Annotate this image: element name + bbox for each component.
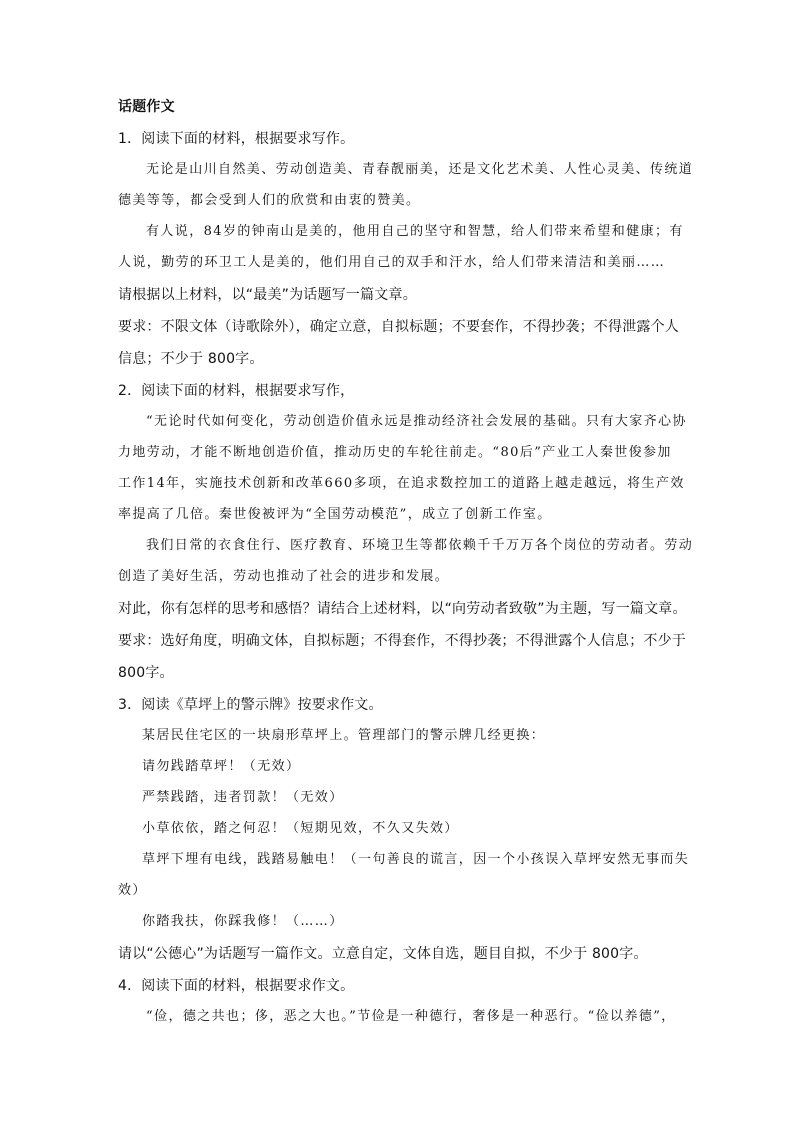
q4-prompt: 4．阅读下面的材料，根据要求作文。 (118, 978, 355, 994)
q3-material-line: 请勿践踏草坪！（无效） (142, 759, 301, 774)
q2-material-line: 创造了美好生活，劳动也推动了社会的进步和发展。 (118, 569, 450, 584)
q1-prompt: 1．阅读下面的材料，根据要求写作。 (118, 131, 355, 147)
q2-material-line: 工作14年，实施技术创新和改革660多项，在追求数控加工的道路上越走越远，将生产效 (118, 476, 685, 491)
q1-requirement: 要求：不限文体（诗歌除外），确定立意，自拟标题；不要套作，不得抄袭；不得泄露个人 (118, 319, 679, 335)
q3-material-line: 小草依依，踏之何忍！（短期见效，不久又失效） (142, 821, 459, 836)
q2-material-line: 我们日常的衣食住行、医疗教育、环境卫生等都依赖千千万万各个岗位的劳动者。劳动 (146, 538, 694, 553)
q3-prompt: 3．阅读《草坪上的警示牌》按要求作文。 (118, 697, 383, 713)
q3-task: 请以“公德心”为话题写一篇作文。立意自定，文体自选，题目自拟，不少于 800字。 (118, 946, 648, 962)
q2-requirement: 要求：选好角度，明确文体，自拟标题；不得套作，不得抄袭；不得泄露个人信息；不少于 (118, 633, 686, 649)
q3-material-line: 严禁践踏，违者罚款！（无效） (142, 790, 344, 805)
q1-requirement: 信息；不少于 800字。 (118, 351, 264, 367)
q2-task: 对此，你有怎样的思考和感悟？请结合上述材料，以“向劳动者致敬”为主题，写一篇文章。 (118, 601, 687, 617)
q2-material-line: “无论时代如何变化，劳动创造价值永远是推动经济社会发展的基础。只有大家齐心协 (146, 414, 687, 429)
q4-material-line: “俭，德之共也；侈，恶之大也。”节俭是一种德行，奢侈是一种恶行。“俭以养德”， (146, 1009, 676, 1024)
q1-material-line: 无论是山川自然美、劳动创造美、青春靓丽美，还是文化艺术美、人性心灵美、传统道 (146, 162, 694, 177)
q1-material-line: 有人说，84岁的钟南山是美的，他用自己的坚守和智慧，给人们带来希望和健康；有 (146, 224, 684, 239)
q3-material-line: 草坪下埋有电线，践踏易触电！（一句善良的谎言，因一个小孩误入草坪安然无事而失 (142, 852, 690, 867)
section-heading: 话题作文 (118, 99, 175, 115)
q3-material-line: 你踏我扶，你踩我修！（……） (142, 914, 344, 929)
q3-material-line: 效） (118, 883, 147, 898)
q1-task: 请根据以上材料，以“最美”为话题写一篇文章。 (118, 287, 417, 303)
q1-material-line: 德美等等，都会受到人们的欣赏和由衷的赞美。 (118, 193, 421, 208)
q3-material-line: 某居民住宅区的一块扇形草坪上。管理部门的警示牌几经更换： (142, 728, 546, 743)
q2-material-line: 率提高了几倍。秦世俊被评为“全国劳动模范”，成立了创新工作室。 (118, 507, 552, 522)
q2-prompt: 2．阅读下面的材料，根据要求写作， (118, 383, 355, 399)
q2-requirement: 800字。 (118, 665, 174, 681)
q1-material-line: 人说，勤劳的环卫工人是美的，他们用自己的双手和汗水，给人们带来清洁和美丽…… (118, 255, 666, 270)
q2-material-line: 力地劳动，才能不断地创造价值，推动历史的车轮往前走。“80后”产业工人秦世俊参加 (118, 445, 672, 460)
